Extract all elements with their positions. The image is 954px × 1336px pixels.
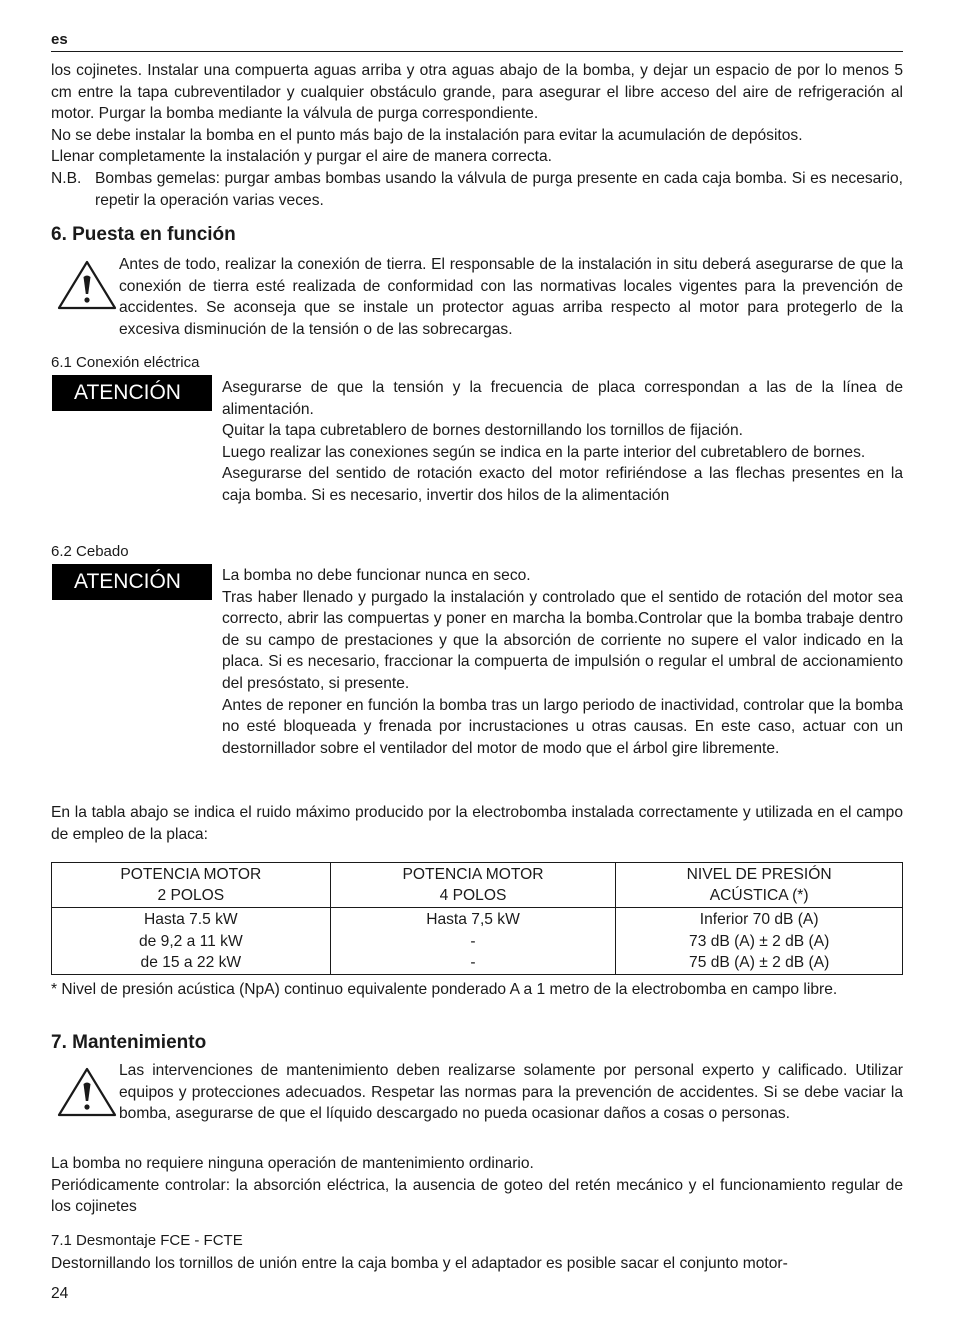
subsection-6-1-title: 6.1 Conexión eléctrica	[51, 354, 200, 371]
header-line: 4 POLOS	[439, 887, 507, 904]
subsection-7-1-title: 7.1 Desmontaje FCE - FCTE	[51, 1232, 243, 1249]
table-header-row	[52, 863, 903, 908]
noise-intro	[51, 802, 903, 845]
cell-line: Hasta 7,5 kW	[426, 911, 520, 928]
header-line: POTENCIA MOTOR	[402, 865, 544, 883]
cell-line: Inferior 70 dB (A)	[699, 911, 819, 928]
text-line: La bomba no debe funcionar nunca en seco.	[222, 567, 531, 584]
cell-line: -	[470, 932, 476, 950]
noise-level-table	[51, 862, 903, 975]
cell-line: Hasta 7.5 kW	[144, 911, 238, 928]
table-cell	[616, 908, 903, 975]
attention-badge: ATENCIÓN	[52, 375, 212, 411]
header-line: NIVEL DE PRESIÓN	[686, 865, 832, 883]
cell-line: de 9,2 a 11 kW	[138, 932, 243, 950]
warning-triangle-icon	[56, 259, 118, 311]
subsection-7-1-body	[51, 1253, 911, 1275]
header-rule	[51, 51, 903, 52]
nb-note	[51, 168, 903, 211]
subsection-6-2-body	[222, 565, 903, 759]
text-line: Quitar la tapa cubretablero de bornes destornillando los tornillos de fijación.	[222, 422, 743, 440]
cell-line: 73 dB (A) ± 2 dB (A)	[689, 932, 830, 950]
table-footnote	[51, 979, 903, 1001]
section-7-warning	[119, 1060, 903, 1125]
table-cell	[330, 908, 616, 975]
section-7-warning-text: Las intervenciones de mantenimiento deben realizarse solamente por personal experto y calificado. Utilizar equipos y protecciones adecuados. Respetar las normas para la prevención de accidentes. Si se debe vaciar la bomba, asegurarse de que el líquido descargado no pueda ocasionar daños a cosas o personas.	[119, 1062, 903, 1123]
nb-label: N.B.	[51, 169, 82, 187]
language-code: es	[51, 31, 68, 48]
header-line: 2 POLOS	[157, 887, 225, 904]
maintenance-paragraph-1: La bomba no requiere ninguna operación de mantenimiento ordinario.	[51, 1155, 534, 1172]
text-line: Asegurarse de que la tensión y la frecuencia de placa correspondan a las de la línea de alimentación.	[222, 379, 903, 418]
header-line: ACÚSTICA (*)	[709, 887, 809, 904]
text-line: Luego realizar las conexiones según se indica en la parte interior del cubretablero de bornes.	[222, 443, 866, 461]
table-header-cell	[330, 863, 616, 908]
cell-line: de 15 a 22 kW	[140, 954, 242, 971]
table-header-cell	[52, 863, 331, 908]
section-7-title: 7. Mantenimiento	[51, 1032, 207, 1053]
subsection-7-1-text: Destornillando los tornillos de unión entre la caja bomba y el adaptador es posible sacar el conjunto motor-	[51, 1255, 788, 1272]
text-line: Asegurarse del sentido de rotación exacto del motor refiriéndose a las flechas presentes en la caja bomba. Si es necesario, invertir dos hilos de la alimentación	[222, 465, 903, 504]
text-line: Tras haber llenado y purgado la instalación y controlado que el sentido de rotación del motor sea correcto, abrir las compuertas y poner en marcha la bomba.Controlar que la bomba trabaje dentro de su campo de prestaciones y que la absorción de corriente no supere el valor indicado en la placa. Si es necesario, fraccionar la compuerta de impulsión o regular el umbral de accionamiento del presóstato, si presente.	[222, 588, 903, 692]
maintenance-paragraph-2: Periódicamente controlar: la absorción eléctrica, la ausencia de goteo del retén mecánico y el funcionamiento regular de los cojinetes	[51, 1176, 903, 1216]
intro-paragraph-1: los cojinetes. Instalar una compuerta aguas arriba y otra aguas abajo de la bomba, y dejar un espacio de por lo menos 5 cm entre la tapa cubreventilador y cualquier obstáculo grande, para asegurar el libre acceso del aire de refrigeración al motor. Purgar la bomba mediante la válvula de purga correspondiente.	[51, 62, 903, 123]
header-line: POTENCIA MOTOR	[120, 865, 262, 883]
cell-line: 75 dB (A) ± 2 dB (A)	[689, 954, 830, 971]
subsection-6-1-body	[222, 377, 903, 507]
cell-line: -	[470, 954, 476, 971]
section-7-body	[51, 1153, 903, 1218]
intro-paragraph-2: No se debe instalar la bomba en el punto más bajo de la instalación para evitar la acumulación de depósitos.	[51, 126, 803, 144]
nb-text: Bombas gemelas: purgar ambas bombas usando la válvula de purga presente en cada caja bomba. Si es necesario, repetir la operación varias veces.	[95, 169, 903, 209]
attention-badge: ATENCIÓN	[52, 564, 212, 600]
table-row	[52, 908, 903, 975]
intro-paragraph-3: Llenar completamente la instalación y purgar el aire de manera correcta.	[51, 148, 552, 166]
warning-triangle-icon	[56, 1066, 118, 1118]
page-number: 24	[51, 1285, 69, 1302]
intro-block	[51, 60, 903, 211]
section-6-title: 6. Puesta en función	[51, 224, 236, 245]
section-6-warning-text: Antes de todo, realizar la conexión de tierra. El responsable de la instalación in situ deberá asegurarse de que la conexión de tierra esté realizada de conformidad con las normativas locales vigentes para la prevención de accidentes. Se aconseja que se instale un protector aguas arriba respecto al motor para protegerlo de la excesiva disminución de la tensión o de las sobrecargas.	[119, 256, 903, 338]
noise-intro-text: En la tabla abajo se indica el ruido máximo producido por la electrobomba instalada correctamente y utilizada en el campo de empleo de la placa:	[51, 804, 903, 843]
text-line: Antes de reponer en función la bomba tras un largo periodo de inactividad, controlar que la bomba no esté bloqueada y frenada por incrustaciones u otras causas. En este caso, actuar con un destornillador sobre el ventilador del motor de modo que el árbol gire libremente.	[222, 696, 903, 757]
table-header-cell	[616, 863, 903, 908]
footnote-text: * Nivel de presión acústica (NpA) continuo equivalente ponderado A a 1 metro de la electrobomba en campo libre.	[51, 981, 838, 998]
section-6-warning	[119, 254, 903, 340]
subsection-6-2-title: 6.2 Cebado	[51, 543, 129, 560]
table-cell	[52, 908, 331, 975]
